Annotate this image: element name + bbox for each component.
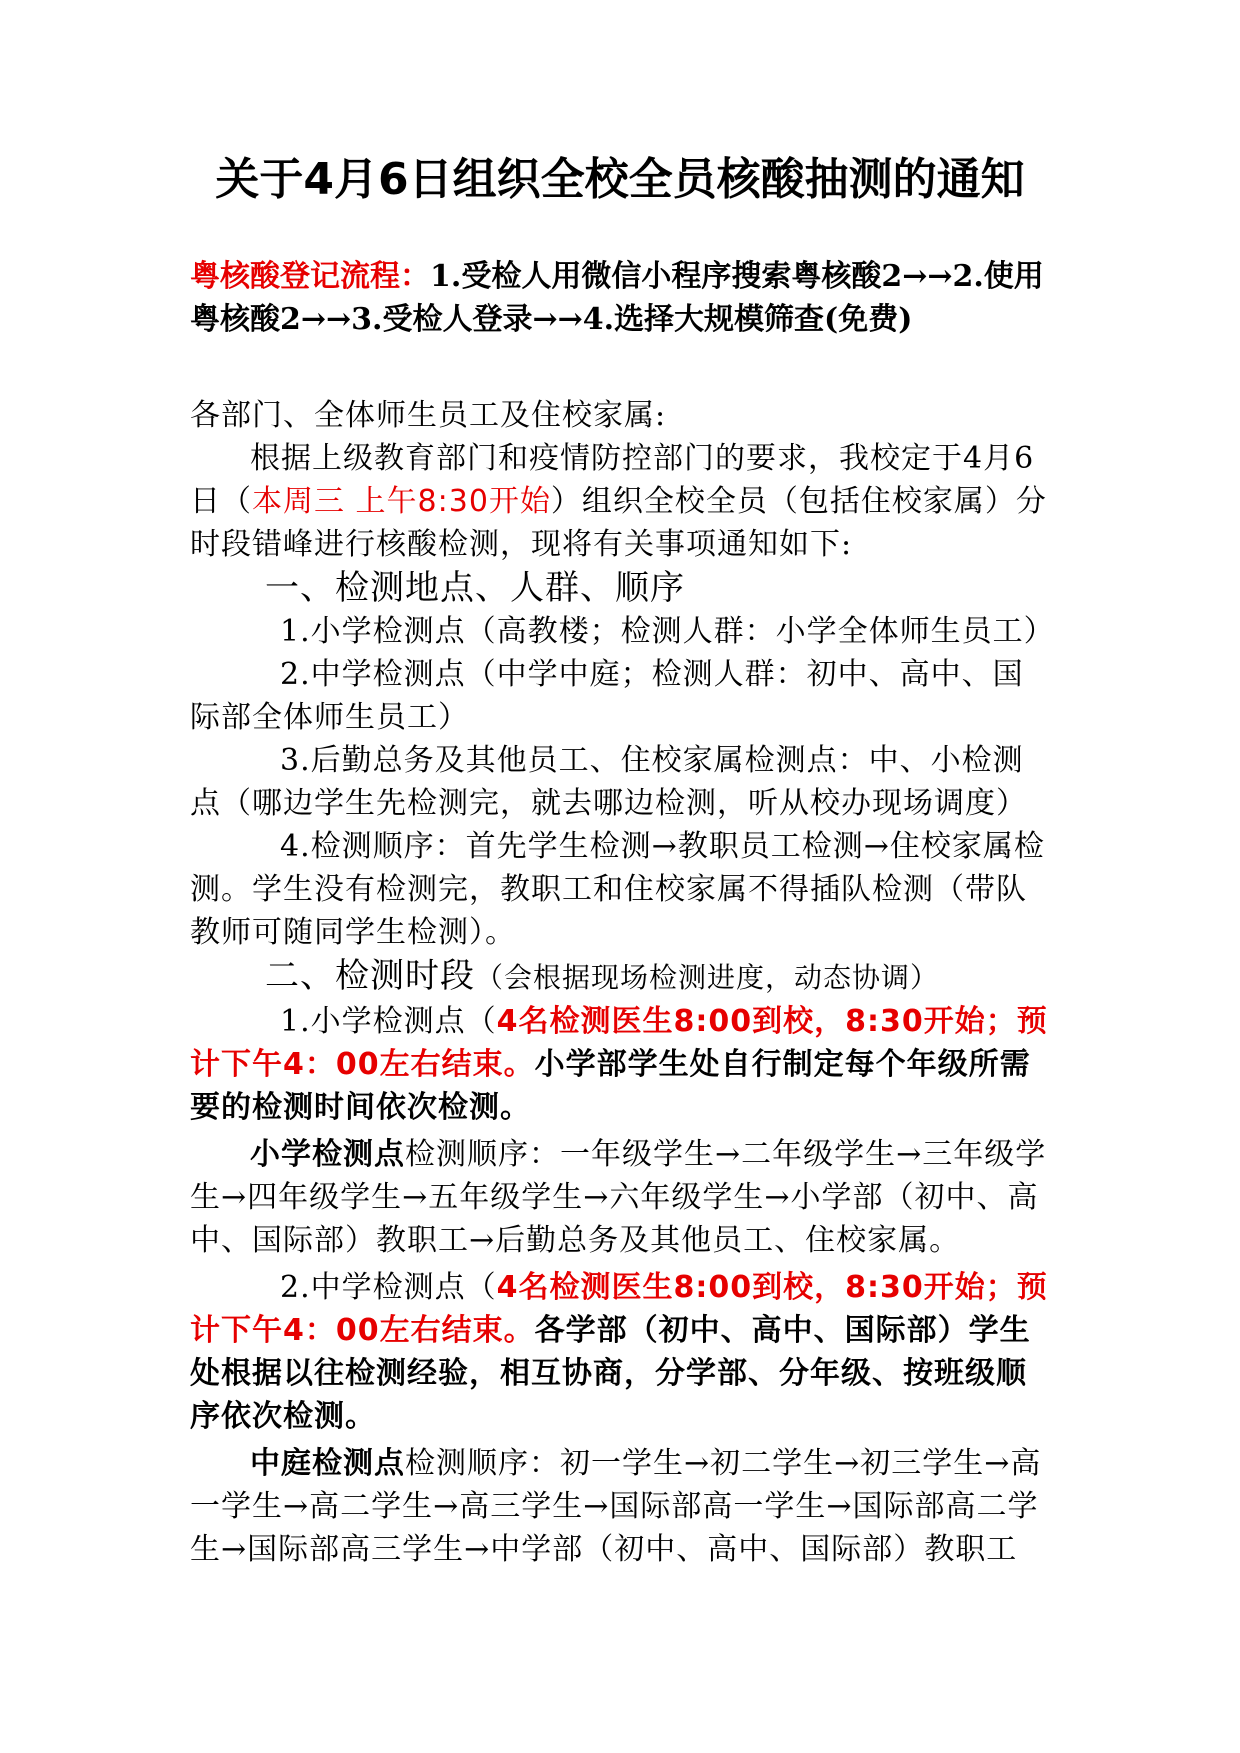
middle-lead: 2.中学检测点（ xyxy=(280,1270,497,1305)
section2-note: （会根据现场检测进度，动态协调） xyxy=(475,961,940,994)
document-body xyxy=(190,150,1055,1571)
salutation: 各部门、全体师生员工及住校家属: xyxy=(190,398,667,433)
primary-order-label: 小学检测点 xyxy=(250,1137,405,1172)
primary-lead: 1.小学检测点（ xyxy=(280,1004,497,1039)
registration-flow xyxy=(190,255,1050,341)
middle-timing xyxy=(190,1266,1050,1438)
flow-text: 1.受检人用微信小程序搜索粤核酸2→→2.使用粤核酸2→→3.受检人登录→→4.选择大规模筛查(免费) xyxy=(190,259,1044,337)
primary-order-text: 检测顺序：一年级学生→二年级学生→三年级学生→四年级学生→五年级学生→六年级学生→小学部（初中、高中、国际部）教职工→后勤总务及其他员工、住校家属。 xyxy=(190,1137,1047,1258)
section2-title: 二、检测时段 xyxy=(265,956,475,996)
intro-before: 根据上级教育部门和疫情防控部门的要求，我校定于4月6日（ xyxy=(190,441,1035,519)
section2-heading xyxy=(190,954,1050,1000)
primary-instructions: 小学部学生处自行制定每个年级所需要的检测时间依次检测。 xyxy=(190,1047,1031,1125)
section1-item: 3.后勤总务及其他员工、住校家属检测点：中、小检测点（哪边学生先检测完，就去哪边检测，听从校办现场调度） xyxy=(190,743,1027,821)
section1-item: 1.小学检测点（高教楼；检测人群：小学全体师生员工） xyxy=(280,614,1055,649)
intro-paragraph xyxy=(190,437,1050,566)
flow-label: 粤核酸登记流程： xyxy=(190,259,430,294)
middle-schedule: 4名检测医生8:00到校，8:30开始；预计下午4：00左右结束。 xyxy=(190,1270,1048,1348)
courtyard-order-text: 检测顺序：初一学生→初二学生→初三学生→高一学生→高二学生→高三学生→国际部高一学生→国际部高二学生→国际部高三学生→中学部（初中、高中、国际部）教职工 xyxy=(190,1446,1042,1567)
primary-schedule: 4名检测医生8:00到校，8:30开始；预计下午4：00左右结束。 xyxy=(190,1004,1048,1082)
intro-after: ）组织全校全员（包括住校家属）分时段错峰进行核酸检测，现将有关事项通知如下: xyxy=(190,484,1047,562)
document-title: 关于4月6日组织全校全员核酸抽测的通知 xyxy=(215,154,1025,205)
section1-item: 4.检测顺序：首先学生检测→教职员工检测→住校家属检测。学生没有检测完，教职工和住校家属不得插队检测（带队教师可随同学生检测）。 xyxy=(190,829,1045,950)
courtyard-order-label: 中庭检测点 xyxy=(250,1446,405,1481)
section1-item: 2.中学检测点（中学中庭；检测人群：初中、高中、国际部全体师生员工） xyxy=(190,657,1024,735)
intro-highlight: 本周三 上午8:30开始 xyxy=(252,484,551,519)
section1-heading: 一、检测地点、人群、顺序 xyxy=(265,568,685,608)
primary-timing xyxy=(190,1000,1050,1129)
primary-order xyxy=(190,1133,1050,1262)
courtyard-order xyxy=(190,1442,1050,1571)
middle-instructions: 各学部（初中、高中、国际部）学生处根据以往检测经验，相互协商，分学部、分年级、按班级顺序依次检测。 xyxy=(190,1313,1031,1434)
